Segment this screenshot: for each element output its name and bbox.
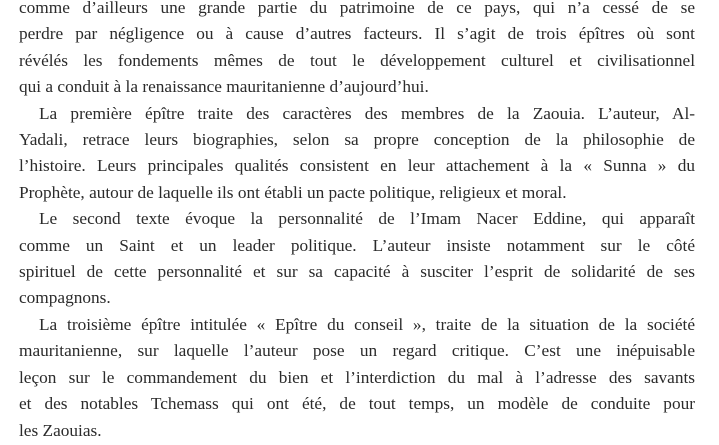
document-body (19, 0, 695, 444)
text-line: spirituel de cette personnalité et sur sa capacité à susciter l’esprit de solidarité de ses (19, 262, 695, 282)
text-line: révélés les fondements mêmes de tout le développement culturel et civilisationnel (19, 50, 695, 70)
text-line: compagnons. (19, 288, 111, 308)
text-line: qui a conduit à la renaissance mauritanienne d’aujourd’hui. (19, 77, 429, 97)
paragraph-third-epistle (19, 312, 695, 444)
paragraph-second-text (19, 206, 695, 312)
text-line: mauritanienne, sur laquelle l’auteur pose un regard critique. C’est une inépuisable (19, 341, 695, 361)
paragraph-first-epistle (19, 101, 695, 207)
text-line: l’histoire. Leurs principales qualités consistent en leur attachement à la « Sunna » du (19, 156, 695, 176)
paragraph-intro-continued (19, 0, 695, 101)
text-line: La troisième épître intitulée « Epître du conseil », traite de la situation de la société (39, 314, 695, 334)
text-line: comme d’ailleurs une grande partie du patrimoine de ce pays, qui n’a cessé de se (19, 0, 695, 17)
text-line: et des notables Tchemass qui ont été, de tout temps, un modèle de conduite pour (19, 394, 695, 414)
text-line: comme un Saint et un leader politique. L’auteur insiste notamment sur le côté (19, 235, 695, 255)
text-line: Prophète, autour de laquelle ils ont établi un pacte politique, religieux et moral. (19, 182, 567, 202)
text-line: perdre par négligence ou à cause d’autres facteurs. Il s’agit de trois épîtres où sont (19, 24, 695, 44)
text-line: La première épître traite des caractères des membres de la Zaouia. L’auteur, Al- (39, 103, 695, 123)
text-line: Le second texte évoque la personnalité de l’Imam Nacer Eddine, qui apparaît (39, 209, 695, 229)
text-line: les Zaouias. (19, 420, 102, 440)
text-line: Yadali, retrace leurs biographies, selon sa propre conception de la philosophie de (19, 130, 695, 150)
text-line: leçon sur le commandement du bien et l’interdiction du mal à l’adresse des savants (19, 367, 695, 387)
